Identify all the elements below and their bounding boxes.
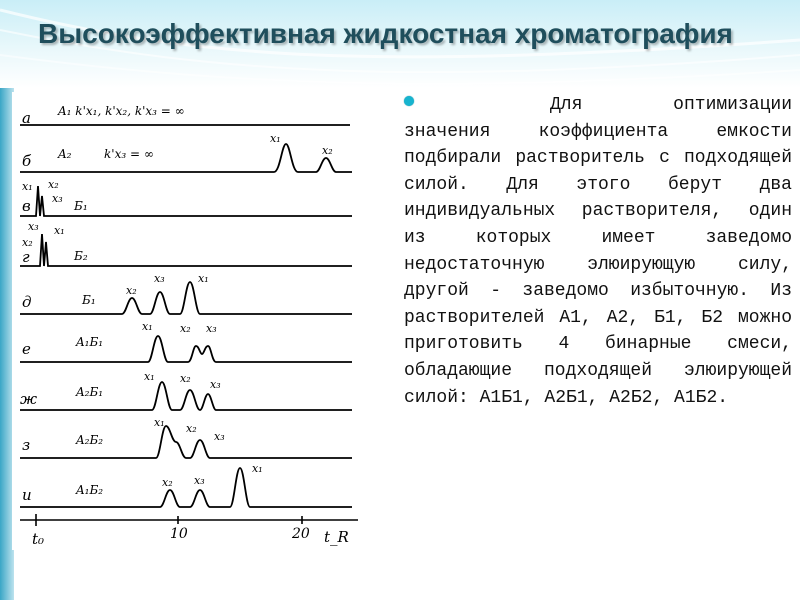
peak-label-z-x1: x₁ xyxy=(154,416,165,429)
trace-letter-d: д xyxy=(22,293,32,311)
trace-letter-b: б xyxy=(22,152,32,170)
trace-condition-g: Б₂ xyxy=(74,249,88,263)
axis-tick-10: 10 xyxy=(170,526,188,542)
peak-label-z-x3: x₃ xyxy=(214,430,225,443)
chromatogram-traces xyxy=(20,125,352,507)
trace-d-line xyxy=(20,282,352,314)
trace-condition-a: A₁ k'x₁, k'x₂, k'x₃ = ∞ xyxy=(58,104,185,118)
peak-label-zh-x3: x₃ xyxy=(210,378,221,391)
peak-label-zh-x2: x₂ xyxy=(180,372,191,385)
peak-label-e-x3: x₃ xyxy=(206,322,217,335)
axis-label-t0: t₀ xyxy=(32,530,45,548)
time-axis xyxy=(20,514,358,526)
peak-label-b-x1: x₁ xyxy=(270,132,281,145)
trace-letter-z: з xyxy=(22,436,31,454)
peak-label-g-x1: x₁ xyxy=(54,224,65,237)
trace-condition-b-k: k'x₃ = ∞ xyxy=(104,147,154,161)
peak-label-e-x2: x₂ xyxy=(180,322,191,335)
trace-condition-b-solvent: A₂ xyxy=(58,147,72,161)
peak-label-g-x3: x₃ xyxy=(28,220,39,233)
trace-condition-v: Б₁ xyxy=(74,199,88,213)
peak-label-z-x2: x₂ xyxy=(186,422,197,435)
peak-label-i-x1: x₁ xyxy=(252,462,263,475)
trace-condition-d: Б₁ xyxy=(82,293,96,307)
trace-condition-i: A₁Б₂ xyxy=(76,483,104,497)
peak-label-d-x3: x₃ xyxy=(154,272,165,285)
trace-letter-i: и xyxy=(22,486,32,504)
peak-label-b-x2: x₂ xyxy=(322,144,333,157)
trace-letter-a: а xyxy=(22,109,31,127)
bullet-paragraph: Для оптимизации значения коэффициента емкости подбирали растворитель с подходящей силой. Для этого берут два индивидуальных растворителя, один из которых имеет заведомо недостаточную элюирующую силу, другой - заведомо избыточную. Из растворителей А1, А2, Б1, Б2 можно приготовить 4 бинарные смеси, обладающие подходящей элюирующей силой: А1Б1, А2Б1, А2Б2, А1Б2. xyxy=(404,95,792,408)
peak-label-v-x2: x₂ xyxy=(48,178,59,191)
trace-e-line xyxy=(20,336,352,362)
trace-v-line xyxy=(20,186,352,216)
peak-label-d-x1: x₁ xyxy=(198,272,209,285)
trace-condition-z: A₂Б₂ xyxy=(76,433,104,447)
trace-letter-e: е xyxy=(22,340,31,358)
bullet-text-block xyxy=(404,92,792,552)
trace-condition-zh: A₂Б₁ xyxy=(76,385,104,399)
peak-label-v-x3: x₃ xyxy=(52,192,63,205)
axis-tick-20: 20 xyxy=(292,526,310,542)
trace-condition-e: A₁Б₁ xyxy=(76,335,104,349)
peak-label-i-x2: x₂ xyxy=(162,476,173,489)
trace-zh-line xyxy=(20,382,352,410)
peak-label-v-x1: x₁ xyxy=(22,180,33,193)
peak-label-d-x2: x₂ xyxy=(126,284,137,297)
bullet-icon xyxy=(404,96,414,106)
trace-letter-g: г xyxy=(22,248,30,266)
trace-g-line xyxy=(20,234,352,266)
axis-label-tR: t_R xyxy=(324,528,349,546)
trace-i-line xyxy=(20,468,352,507)
peak-label-e-x1: x₁ xyxy=(142,320,153,333)
peak-label-g-x2: x₂ xyxy=(22,236,33,249)
trace-letter-v: в xyxy=(22,197,31,215)
slide-title: Высокоэффективная жидкостная хроматография xyxy=(38,18,733,49)
chromatogram-figure xyxy=(12,92,368,550)
trace-letter-zh: ж xyxy=(20,390,38,408)
peak-label-zh-x1: x₁ xyxy=(144,370,155,383)
peak-label-i-x3: x₃ xyxy=(194,474,205,487)
